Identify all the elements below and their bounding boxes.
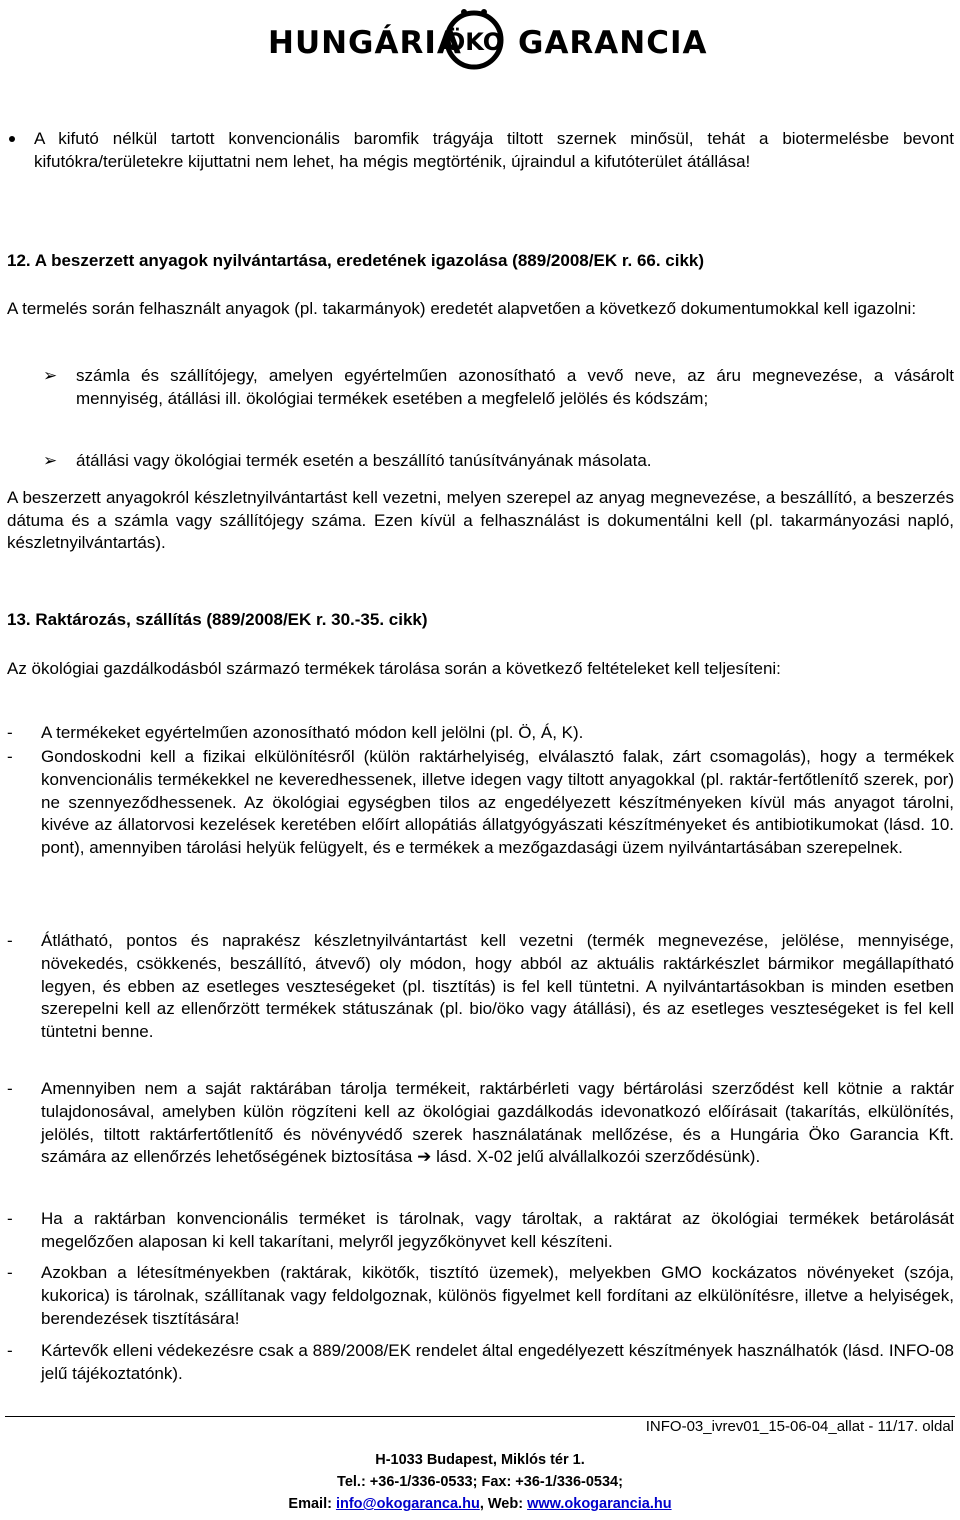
dash-bullet: - [7,1209,13,1228]
dash-bullet: - [7,1263,13,1282]
section-13-item: A termékeket egyértelműen azonosítható módon kell jelölni (pl. Ö, Á, K). [41,723,584,742]
section-13-item: Átlátható, pontos és naprakész készletnyilvántartást kell vezetni (termék megnevezése, jelölése, mennyisége, növekedés, csökkenés, beszállító, átvevő) oly módon, hogy abból az aktuális raktárkészlet bármikor megállapítható legyen, és ebben az esetleges veszteségeket (pl. tisztítás) is fel kell tüntetni. A nyilvántartásokban is minden esetben szerepelni kell az ellenőrzött termékek státuszának (pl. bio/öko vagy átállási), és az esetleges veszteségeket is fel kell tüntetni benne. [41,931,954,1042]
section-13-item: Gondoskodni kell a fizikai elkülönítésről (külön raktárhelyiség, elválasztó falak, zárt csomagolás), hogy a termékek konvencionális termékekkel ne keveredhessenek, illetve idegen vagy tiltott anyagokkal (pl. raktár-fertőtlenítő szerek, por) ne szennyeződhessenek. Az ökológiai egységben tilos az engedélyezett készítményeken kívül más anyagot tárolni, kivéve az állatorvosi kezelések keretében előírt allopátiás állatgyógyászati készítményeket és antibiotikumokat (lásd. 10. pont), amennyiben tárolási helyük felügyelt, és e termékek a mezőgazdasági üzem nyilvántartásában szerepelnek. [41,747,954,858]
section-13-intro: Az ökológiai gazdálkodásból származó termékek tárolása során a következő feltételeket kell teljesíteni: [7,659,781,678]
logo-text-middle: ÖKO [444,28,504,56]
footer-phone: Tel.: +36-1/336-0533; Fax: +36-1/336-0534; [337,1474,623,1490]
logo-emblem-icon [430,6,518,70]
section-13-item: Azokban a létesítményekben (raktárak, kikötők, tisztító üzemek), melyekben GMO kockázatos növényeket (szója, kukorica) is tárolnak, szállítanak vagy feldolgoznak, különös figyelmet kell fordítani az elkülönítésre, illetve a helyiségek, berendezések tisztítására! [41,1263,954,1328]
footer-email-label: Email: [288,1496,332,1512]
section-13-heading: 13. Raktározás, szállítás (889/2008/EK r. 30.-35. cikk) [7,610,428,629]
dash-bullet: - [7,747,13,766]
footer-web-label: , Web: [479,1496,524,1512]
section-13-item: Amennyiben nem a saját raktárában tárolja termékeit, raktárbérleti vagy bértárolási szerződést kell kötnie a raktár tulajdonosával, amelyben külön rögzíteni kell az ökológiai gazdálkodás idevonatkozó előírásait (takarítás, elkülönítés, jelölés, tiltott raktárfertőtlenítő és növényvédő szerek használatának mellőzése, és a Hungária Öko Garancia Kft. számára az ellenőrzés lehetőségének biztosítása ➔ lásd. X-02 jelű alvállalkozói szerződésünk). [41,1079,954,1167]
section-12-item: számla és szállítójegy, amelyen egyértelműen azonosítható a vevő neve, az áru megnevezése, a vásárolt mennyiség, átállási ill. ökológiai termékek esetében a megfelelő jelölés és kódszám; [76,366,954,408]
bullet-dot [9,136,15,142]
arrow-bullet-icon: ➢ [43,451,58,470]
footer-email-link[interactable]: info@okogaranca.hu [335,1496,480,1512]
section-12-item: átállási vagy ökológiai termék esetén a beszállító tanúsítványának másolata. [76,451,652,470]
logo-text-left: HUNGÁRIA [268,25,462,61]
company-logo [262,6,708,70]
dash-bullet: - [7,723,13,742]
section-13-item: Ha a raktárban konvencionális terméket is tárolnak, vagy tároltak, a raktárat az ökológiai termékek betárolását megelőzően alaposan ki kell takarítani, melyről jegyzőkönyvet kell készíteni. [41,1209,954,1251]
section-12-heading: 12. A beszerzett anyagok nyilvántartása, eredetének igazolása (889/2008/EK r. 66. cikk) [7,251,705,270]
dash-bullet: - [7,1079,13,1098]
footer-doc-reference: INFO-03_ivrev01_15-06-04_allat - 11/17. oldal [645,1418,954,1435]
footer-contact [0,1494,960,1514]
section-13-item: Kártevők elleni védekezésre csak a 889/2008/EK rendelet által engedélyezett készítmények használhatók (lásd. INFO-08 jelű tájékoztatónk). [41,1341,954,1383]
logo-text-right: GARANCIA [518,25,708,61]
arrow-bullet-icon: ➢ [43,366,58,385]
dash-bullet: - [7,1341,13,1360]
section-12-closing: A beszerzett anyagokról készletnyilvántartást kell vezetni, melyen szerepel az anyag megnevezése, a beszállító, a beszerzés dátuma és a számla vagy szállítójegy száma. Ezen kívül a felhasználást is dokumentálni kell (pl. takarmányozási napló, készletnyilvántartás). [7,488,954,552]
footer-address: H-1033 Budapest, Miklós tér 1. [375,1452,585,1468]
section-12-intro: A termelés során felhasznált anyagok (pl. takarmányok) eredetét alapvetően a következő dokumentumokkal kell igazolni: [7,299,917,318]
footer-divider [5,1416,955,1417]
intro-bullet-text: A kifutó nélkül tartott konvencionális baromfik trágyája tiltott szernek minősül, tehát a biotermelésbe bevont kifutókra/területekre kijuttatni nem lehet, ha mégis megtörténik, újraindul a kifutóterület átállása! [34,129,954,171]
footer-web-link[interactable]: www.okogarancia.hu [527,1496,672,1512]
dash-bullet: - [7,931,13,950]
